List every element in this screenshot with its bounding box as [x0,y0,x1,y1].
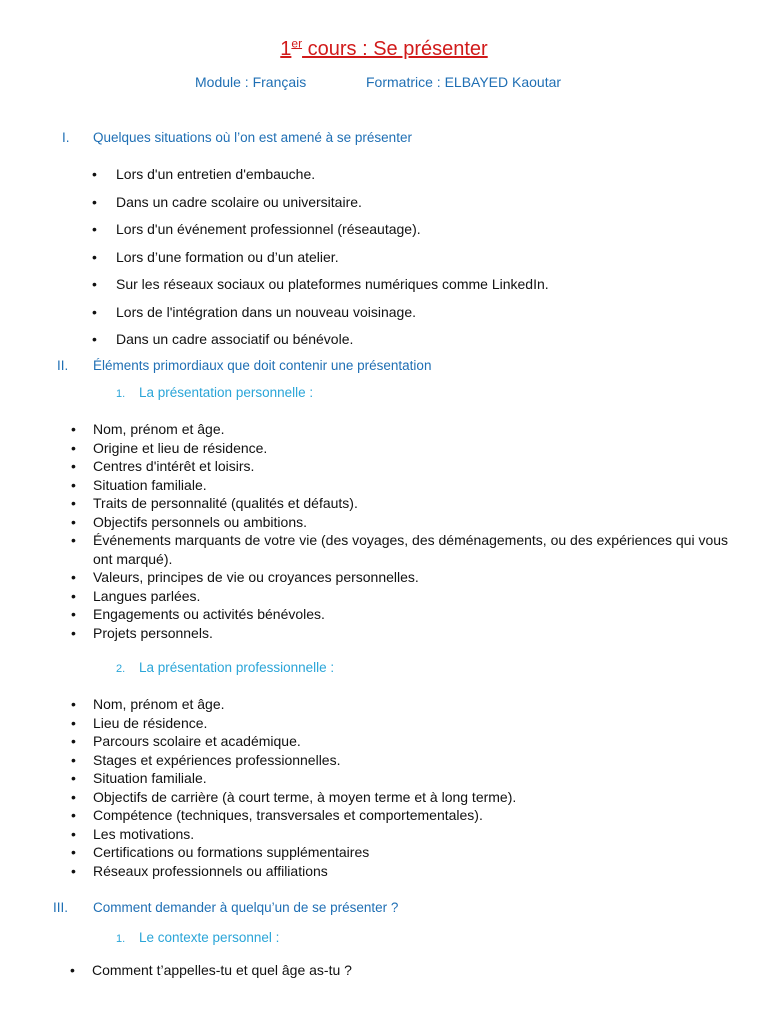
list-item: • Réseaux professionnels ou affiliations [71,862,328,879]
bullet-icon: • [71,714,76,731]
list-item: • Dans un cadre scolaire ou universitaire. [92,194,362,210]
bullet-icon: • [71,862,76,879]
list-item: • Lors de l'intégration dans un nouveau voisinage. [92,304,416,320]
subsection-2-2-number: 2. [116,663,126,675]
bullet-icon: • [71,788,76,805]
list-item: • Dans un cadre associatif ou bénévole. [92,331,354,347]
list-item: • Nom, prénom et âge. [71,696,225,712]
section-1-title: Quelques situations où l’on est amené à se présenter [93,130,412,145]
list-item: • Sur les réseaux sociaux ou plateformes numériques comme LinkedIn. [92,276,549,292]
section-2-number: II. [57,358,69,373]
bullet-icon: • [71,532,76,548]
bullet-icon: • [92,249,97,265]
section-3-number: III. [53,900,69,915]
list-item: • Stages et expériences professionnelles. [71,751,341,768]
bullet-icon: • [71,770,76,786]
bullet-icon: • [71,458,76,474]
list-item: • Certifications ou formations supplémentaires [71,844,370,860]
list-item: • Centres d'intérêt et loisirs. [71,458,255,474]
section-3-title: Comment demander à quelqu’un de se présenter ? [93,900,399,915]
list-item: • Situation familiale. [71,476,207,493]
bullet-icon: • [71,807,76,823]
subsection-2-2-title: La présentation professionnelle : [139,660,335,675]
bullet-icon: • [71,696,76,712]
subsection-2-1-title: La présentation personnelle : [139,385,314,400]
list-item: • Traits de personnalité (qualités et défauts). [71,495,358,511]
list-item: • Langues parlées. [71,587,201,604]
section-1-number: I. [62,130,70,145]
list-item: • Comment t’appelles-tu et quel âge as-tu ? [70,962,352,978]
list-item: • Compétence (techniques, transversales et comportementales). [71,807,483,823]
bullet-icon: • [92,166,97,182]
list-item: • Les motivations. [71,825,195,842]
bullet-icon: • [71,439,76,456]
title-superscript: er [291,36,303,51]
bullet-icon: • [92,194,97,210]
page-title [0,36,768,62]
list-item: • Origine et lieu de résidence. [71,439,268,456]
bullet-icon: • [71,733,76,749]
bullet-icon: • [71,421,76,437]
list-item: • Événements marquants de votre vie (des voyages, des déménagements, ou des expériences qui vous ont marqué). [71,532,729,567]
bullet-icon: • [71,624,76,641]
list-item: • Parcours scolaire et académique. [71,733,301,749]
bullet-icon: • [71,495,76,511]
bullet-icon: • [92,304,97,320]
subsection-2-1-number: 1. [116,388,126,400]
bullet-icon: • [92,221,97,237]
subsection-3-1-title: Le contexte personnel : [139,930,280,945]
bullet-icon: • [71,751,76,768]
bullet-icon: • [71,476,76,493]
personal-presentation-list [0,420,768,642]
list-item: • Lors d'un entretien d'embauche. [92,166,316,182]
section-2-title: Éléments primordiaux que doit contenir une présentation [93,358,432,373]
bullet-icon: • [70,962,75,978]
bullet-icon: • [71,606,76,622]
professional-presentation-list [0,695,768,880]
module-label: Module : Français [195,74,307,90]
title-text: cours : Se présenter [302,38,488,60]
list-item: • Objectifs personnels ou ambitions. [71,513,307,530]
list-item: • Projets personnels. [71,624,213,641]
list-item: • Lieu de résidence. [71,714,208,731]
bullet-icon: • [71,513,76,530]
list-item: • Engagements ou activités bénévoles. [71,606,325,622]
bullet-icon: • [92,331,97,347]
list-item: • Valeurs, principes de vie ou croyances personnelles. [71,569,419,585]
bullet-icon: • [71,844,76,860]
list-item: • Situation familiale. [71,770,207,786]
list-item: • Lors d'un événement professionnel (réseautage). [92,221,421,237]
bullet-icon: • [71,825,76,842]
list-item: • Nom, prénom et âge. [71,421,225,437]
trainer-label: Formatrice : ELBAYED Kaoutar [366,74,562,90]
bullet-icon: • [71,587,76,604]
list-item: • Lors d’une formation ou d’un atelier. [92,249,339,265]
list-item: • Objectifs de carrière (à court terme, à moyen terme et à long terme). [71,788,517,805]
bullet-icon: • [71,569,76,585]
bullet-icon: • [92,276,97,292]
title-number: 1 [280,38,292,60]
subsection-3-1-number: 1. [116,933,126,945]
